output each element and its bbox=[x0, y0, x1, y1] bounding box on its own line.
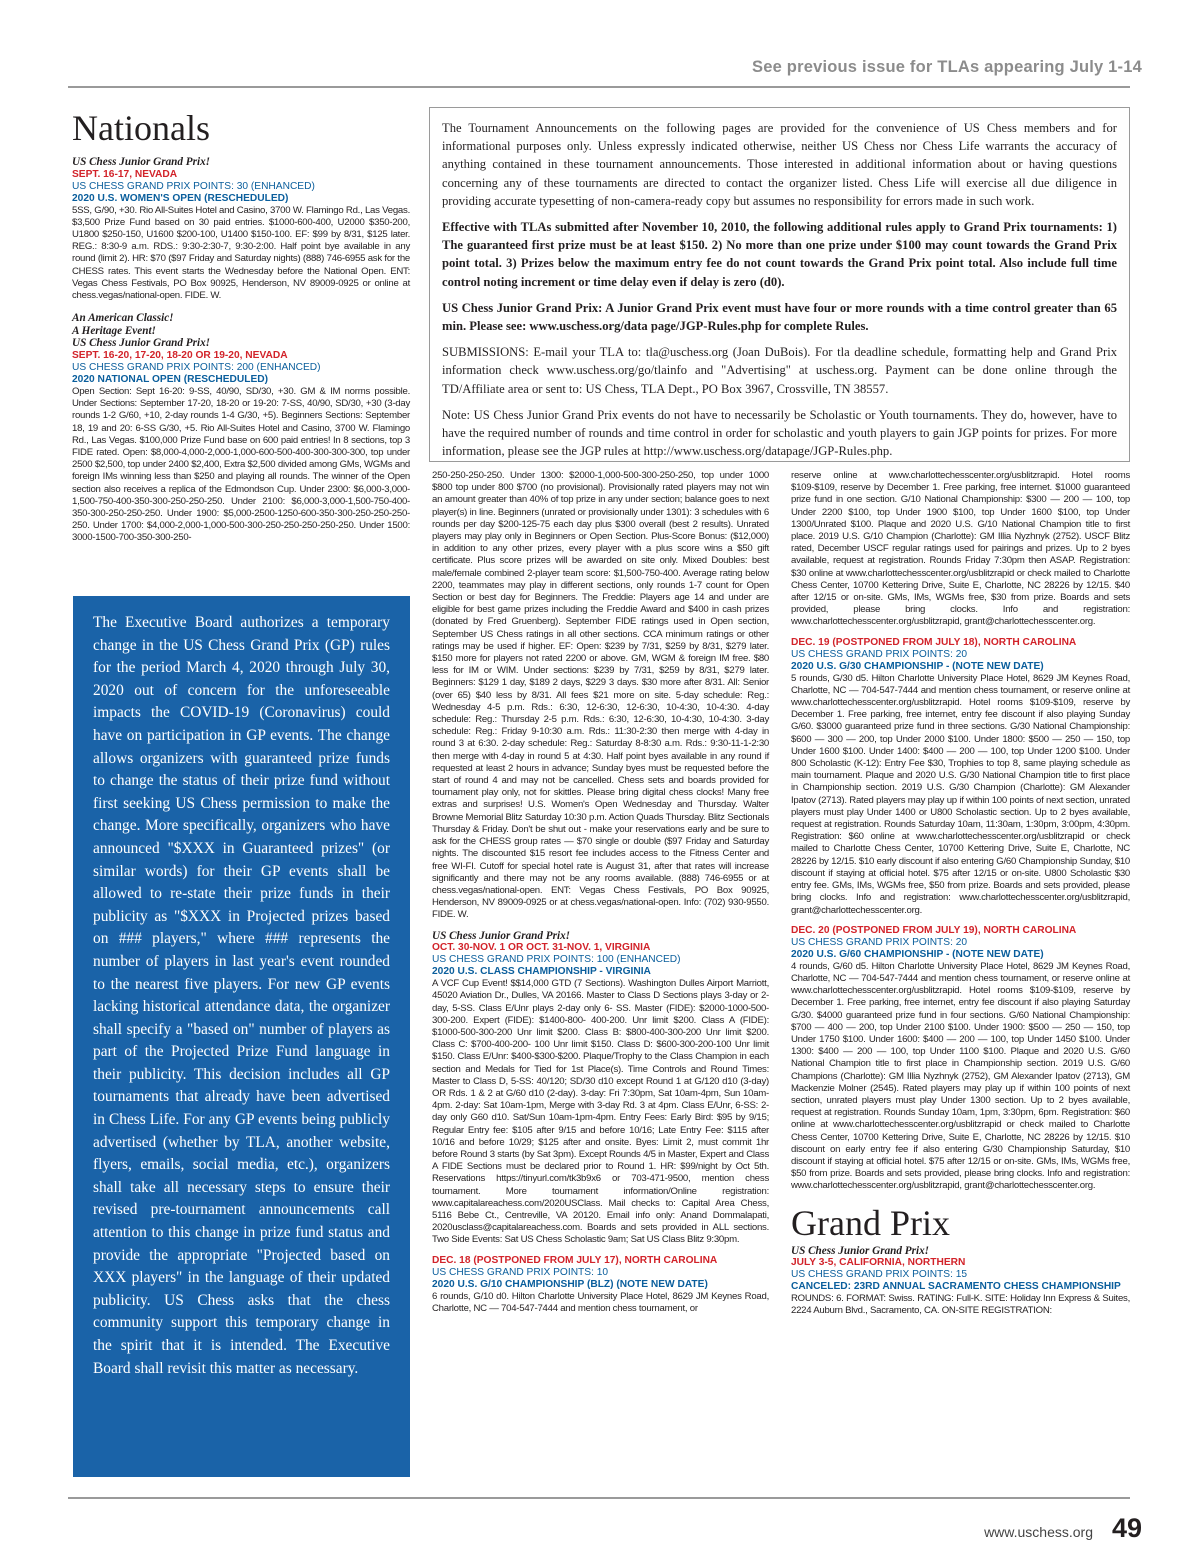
footer-rule bbox=[68, 1497, 1130, 1499]
event-date: SEPT. 16-17, NEVADA bbox=[72, 168, 178, 180]
event-tag: US Chess Junior Grand Prix! bbox=[72, 156, 211, 168]
event-name: 2020 U.S. G/60 CHAMPIONSHIP - (NOTE NEW DATE) bbox=[791, 948, 1044, 960]
grand-prix-title: Grand Prix bbox=[791, 1202, 950, 1243]
event-tag: US Chess Junior Grand Prix! bbox=[432, 929, 571, 942]
event-tag: US Chess Junior Grand Prix! bbox=[791, 1244, 930, 1257]
header-rule bbox=[68, 86, 1130, 88]
event-date: OCT. 30-NOV. 1 OR OCT. 31-NOV. 1, VIRGINIA bbox=[432, 942, 651, 954]
notice-jgp-rules: US Chess Junior Grand Prix: A Junior Grand Prix event must have four or more rounds with a time control greater than 65 min. Please see: www.uschess.org/data page/JGP-Rules.php for complete Rules. bbox=[442, 300, 1117, 334]
event-gp-points: US CHESS GRAND PRIX POINTS: 10 bbox=[432, 1266, 609, 1278]
event-national-open bbox=[72, 312, 410, 544]
event-body: A VCF Cup Event! $$14,000 GTD (7 Sections). Washington Dulles Airport Marriott, 45020 Aviation Dr., Dulles, VA 20166. Master to Class D Sections plays 3-day or 2-day, 5-SS. Class E/Unr plays 2-day only 6- SS. Master (FIDE): $2000-1000-500-300-200. Expert (FIDE): $1400-800- 400-200. Unr limit $200. Class A (FIDE): $1000-500-300-200 Unr limit $200. Class B: $800-400-300-200 Unr limit $200. Class C: $700-400-200- 100 Unr limit $150. Class D: $600-300-200-100 Unr limit $150. Class E/Unr: $400-$300-$200. Plaque/Trophy to the Class Champion in each section and Medals for Tied for 1st Place(s). Time Controls and Round Times: Master to Class D, 5-SS: 40/120; SD/30 d10 except Round 1 at G/120 d10 (3-day) OR Rds. 1 & 2 at G/60 d10 (2-day). 3-day: Fri 7:30pm, Sat 10am-4pm, Sun 10am-4pm. 2-day: Sat 10am-1pm, Merge with 3-day Rd. 3 at 4pm. Class E/Unr, 6-SS: 2-day only G60 d10. Sat/Sun 10am-1pm-4pm. Entry Fees: Early Bird: $95 by 9/15; Regular Entry fee: $105 after 9/15 and before 10/16; Late Entry Fee: $115 after 10/16 and before 10/29; $125 after and onsite. Byes: Limit 2, must commit 1hr before Round 3 starts (by Sat 3pm). Except Rounds 4/5 in Master, Expert and Class A FIDE Sections must be declared prior to Round 1. HR: $99/night by Oct 5th. Reservations https://tinyurl.com/tk3b9x6 or 703-471-9500, mention chess tournament. More tournament information/Online registration: www.capitalareachess.com/2020USClass. Mail checks to: Capital Area Chess, 5116 Bebe Ct., Centreville, VA 20120. Email info only: Anand Dommalapati, 2020usclass@capitalareachess.com. Boards and sets provided in ALL sections. Two Side Events: Sat US Chess Scholastic 9am; Sat US Class Blitz 9:30pm. bbox=[432, 978, 769, 1246]
event-date: DEC. 18 (POSTPONED FROM JULY 17), NORTH CAROLINA bbox=[432, 1254, 718, 1266]
event-tag: A Heritage Event! bbox=[72, 324, 156, 337]
event-gp-points: US CHESS GRAND PRIX POINTS: 20 bbox=[791, 648, 968, 660]
event-body: Open Section: Sept 16-20: 9-SS, 40/90, SD/30, +30. GM & IM norms possible. Under Sections: September 17-20, 18-20 or 19-20: 7-SS, 40/90, SD/30, +30 (3-day rounds 1-2 G/60, +10, 2-day rounds 1-4 G/30, +5). Beginners Sections: September 18, 19 and 20: 6-SS G/30, +5. Rio All-Suites Hotel and Casino, 3700 W. Flamingo Rd., Las Vegas. $100,000 Prize Fund base on 600 paid entries! In 8 sections, top 3 FIDE rated. Open: $8,000-4,000-2,000-1,000-600-500-400-300-300-300, top under 2500 $2,500, top under 2400 $2,400, Extra $2,500 divided among GMs, WGMs and foreign IMs winning less than $250 and playing all rounds. The winner of the Open section also receives a replica of the Edmondson Cup. Under 2300: $6,000-3,000-1,500-750-400-350-300-250-250-250. Under 2100: $6,000-3,000-1,500-750-400-350-300-250-250-250. Under 1900: $5,000-2500-1250-600-350-300-250-250-250-250. Under 1700: $4,000-2,000-1,000-500-300-250-250-250-250-250. Under 1500: 3000-1500-700-350-300-250- bbox=[72, 386, 410, 544]
event-name: 2020 U.S. CLASS CHAMPIONSHIP - VIRGINIA bbox=[432, 966, 651, 978]
page-number: 49 bbox=[1111, 1513, 1142, 1543]
column-b bbox=[432, 470, 769, 1315]
column-c bbox=[791, 470, 1130, 1318]
event-date: SEPT. 16-20, 17-20, 18-20 OR 19-20, NEVADA bbox=[72, 350, 288, 361]
event-name: 2020 U.S. G/30 CHAMPIONSHIP - (NOTE NEW DATE) bbox=[791, 660, 1044, 672]
event-name: 2020 U.S. WOMEN'S OPEN (RESCHEDULED) bbox=[72, 192, 289, 204]
event-body: 6 rounds, G/10 d0. Hilton Charlotte University Place Hotel, 8629 JM Keynes Road, Charlotte, NC — 704-547-7444 and mention chess tournament, or bbox=[432, 1290, 769, 1314]
event-tag: An American Classic! bbox=[72, 312, 174, 325]
executive-board-notice bbox=[73, 596, 410, 1477]
event-body: 5SS, G/90, +30. Rio All-Suites Hotel and Casino, 3700 W. Flamingo Rd., Las Vegas. $3,500 Prize Fund based on 30 paid entries. $1000-600-400, U2000 $350-200, U1800 $250-150, U1600 $200-100, U1400 $150-100. EF: $99 by 8/31, $125 later. REG.: 8:30-9 a.m. RDS.: 9:30-2:30-7, 9:30-2:00. Half point bye available in any round (limit 2). HR: $70 ($97 Friday and Saturday nights) (888) 746-6955 ask for the CHESS rates. This event starts the Wednesday before the National Open. ENT: Vegas Chess Festivals, PO Box 90925, Henderson, NV 89009-0925 or online at chess.vegas/national-open. FIDE. W. bbox=[72, 204, 410, 302]
event-body: 4 rounds, G/60 d5. Hilton Charlotte University Place Hotel, 8629 JM Keynes Road, Charlotte, NC — 704-547-7444 and mention chess tournament, or reserve online at www.charlottechesscenter.org/usblitzrapid. Hotel rooms $109-$109, reserve by December 1. Free parking, free internet, entry fee discount if also playing Saturday G/30. $4000 guaranteed prize fund in four sections. G/60 National Championship: $700 — 400 — 200, top Under 2100 $100. Under 1900: $500 — 250 — 150, top Under 1750 $100. Under 1600: $400 — 200 — 100, top Under 1450 $100. Under 1300: $400 — 200 — 100, top Under 1100 $100. Plaque and 2020 U.S. G/60 National Champion title to first place in Championship section. 2019 U.S. G/60 Champions (Charlotte): GM Illia Nyzhnyk (2752), GM Alexander Ipatov (2713), GM Mackenzie Molner (2545). Rated players may play up if within 100 points of next section, unrated players must play Under 1300 section. Up to 2 byes available, request at registration. Rounds Sunday 10am, 1pm, 3:30pm, 6pm. Registration: $60 online at www.charlottechesscenter.org/usblitzrapid or check mailed to Charlotte Chess Center, 10700 Kettering Drive, Suite E, Charlotte, NC 28226 by 12/15. $10 discount on early entry fee if also entering G/30 Championship Saturday, $10 discount if staying at official hotel. $75 after 12/15 or on-site. GMs, IMs, WGMs free, $50 from prize. Boards and sets provided, please bring clocks. Info and registration: www.charlottechesscenter.org/usblitzrapid, grant@charlottechesscenter.org. bbox=[791, 960, 1130, 1192]
notice-disclaimer: The Tournament Announcements on the following pages are provided for the convenience of US Chess members and for informational purposes only. Unless expressly indicated otherwise, neither US Chess nor Chess Life warrants the accuracy of anything contained in these tournament announcements. Those interested in additional information about or having questions concerning any of these tournaments are directed to contact the organizer listed. Chess Life will exercise all due diligence in providing accurate typesetting of non-camera-ready copy but assumes no responsibility for errors made in such work. bbox=[442, 121, 1117, 208]
event-body: ROUNDS: 6. FORMAT: Swiss. RATING: Full-K. SITE: Holiday Inn Express & Suites, 2224 Auburn Blvd., Sacramento, CA. ON-SITE REGISTRATION: bbox=[791, 1293, 1130, 1317]
event-date: DEC. 20 (POSTPONED FROM JULY 19), NORTH CAROLINA bbox=[791, 924, 1077, 936]
footer-url[interactable]: www.uschess.org bbox=[984, 1524, 1093, 1540]
event-g10-championship bbox=[432, 1255, 769, 1315]
event-date: JULY 3-5, CALIFORNIA, NORTHERN bbox=[791, 1257, 966, 1269]
event-tag: US Chess Junior Grand Prix! bbox=[72, 337, 211, 350]
event-gp-points: US CHESS GRAND PRIX POINTS: 15 bbox=[791, 1269, 968, 1281]
event-gp-points: US CHESS GRAND PRIX POINTS: 200 (ENHANCED) bbox=[72, 362, 321, 373]
nationals-title: Nationals bbox=[72, 108, 210, 148]
event-name: CANCELED: 23RD ANNUAL SACRAMENTO CHESS CHAMPIONSHIP bbox=[791, 1281, 1121, 1293]
notice-jgp-note: Note: US Chess Junior Grand Prix events do not have to necessarily be Scholastic or Youth tournaments. They do, however, have to have the required number of rounds and time control in order for scholastic and youth players to gain JGP points for prizes. For more information, please see the JGP rules at http://www.uschess.org/datapage/JGP-Rules.php. bbox=[442, 407, 1117, 459]
event-g60-championship bbox=[791, 925, 1130, 1193]
executive-board-text: The Executive Board authorizes a temporary change in the US Chess Grand Prix (GP) rules for the period March 4, 2020 through July 30, 2020 out of concern for the unforeseeable impacts the COVID-19 (Coronavirus) could have on participation in GP events. The change allows organizers with guaranteed prize funds to change the status of their prize fund without first seeking US Chess permission to make the change. More specifically, organizers who have announced "$XXX in Guaranteed prizes" (or similar words) for their GP events shall be allowed to re-state their prize funds in their publicity as "$XXX in Projected prizes based on ### players," where ### represents the number of players in last year's event rounded to the nearest five players. For new GP events lacking historical attendance data, the organizer shall specify a "based on" number of players as part of the Projected Prize Fund language in their publicity. This decision includes all GP tournaments that already have been advertised in Chess Life. For any GP events being publicly advertised (whether by TLA, another website, flyers, emails, social media, etc.), organizers shall take all necessary steps to ensure their revised pre-tournament announcements call attention to this change in prize fund status and provide the appropriate "Projected based on XXX players" in the language of their updated publicity. US Chess asks that the chess community support this temporary change in the spirit that it is intended. The Executive Board shall revisit this matter as necessary. bbox=[93, 614, 390, 1377]
event-gp-points: US CHESS GRAND PRIX POINTS: 20 bbox=[791, 936, 968, 948]
notice-submissions: SUBMISSIONS: E-mail your TLA to: tla@uschess.org (Joan DuBois). For tla deadline schedule, formatting help and Grand Prix information check www.uschess.org/go/tlainfo and "Advertising" at uschess.org. Payment can be done online through the TD/Affiliate area or sent to: US Chess, TLA Dept., PO Box 3967, Crossville, TN 38557. bbox=[442, 345, 1117, 396]
event-gp-points: US CHESS GRAND PRIX POINTS: 30 (ENHANCED) bbox=[72, 180, 315, 192]
event-womens-open bbox=[72, 156, 410, 302]
event-class-championship bbox=[432, 930, 769, 1247]
nationals-column bbox=[72, 108, 410, 545]
event-name: 2020 U.S. G/10 CHAMPIONSHIP (BLZ) (NOTE NEW DATE) bbox=[432, 1278, 708, 1290]
tla-notice-box bbox=[429, 107, 1130, 462]
notice-gp-rules: Effective with TLAs submitted after November 10, 2010, the following additional rules apply to Grand Prix tournaments: 1) The guaranteed first prize must be at least $150. 2) No more than one prize under $100 may count towards the Grand Prix point total. 3) Prizes below the maximum entry fee do not count towards the Grand Prix point total. Also include full time control noting increment or time delay even if delay is zero (d0). bbox=[442, 220, 1117, 289]
event-date: DEC. 19 (POSTPONED FROM JULY 18), NORTH CAROLINA bbox=[791, 636, 1077, 648]
event-gp-points: US CHESS GRAND PRIX POINTS: 100 (ENHANCED) bbox=[432, 954, 681, 966]
event-body: 5 rounds, G/30 d5. Hilton Charlotte University Place Hotel, 8629 JM Keynes Road, Charlotte, NC — 704-547-7444 and mention chess tournament, or reserve online at www.charlottechesscenter.org/usblitzrapid. Hotel rooms $109-$109, reserve by December 1. Free parking, free internet, entry fee discount if also playing Sunday G/60. $3000 guaranteed prize fund in three sections. G/30 National Championship: $600 — 300 — 200, top Under 2000 $100. Under 1800: $500 — 250 — 150, top Under 1600 $100. Under 1400: $400 — 200 — 100, top Under 1200 $100. Under 800 Scholastic (K-12): Entry Fee $30, Trophies to top 8, same playing schedule as main tournament. Plaque and 2020 U.S. G/30 National Champion title to first place in Championship section. 2019 U.S. G/30 Champion (Charlotte): GM Alexander Ipatov (2713). Rated players may play up if within 100 points of next section, unrated players must play Under 1400 or U800 Scholastic section. Up to 2 byes available, request at registration. Rounds Saturday 10am, 11:30am, 1:30pm, 3:00pm, 4:30pm. Registration: $60 online at www.charlottechesscenter.org/usblitzrapid or check mailed to Charlotte Chess Center, 10700 Kettering Drive, Suite E, Charlotte, NC 28226 by 12/15. $10 early discount if also entering G/60 Championship Sunday, $10 discount if staying at official hotel. $75 after 12/15 or on-site. U800 Scholastic $30 entry fee. GMs, IMs, WGMs free, $50 from prize. Boards and sets provided, please bring clocks. Info and registration: www.charlottechesscenter.org/usblitzrapid, grant@charlottechesscenter.org. bbox=[791, 672, 1130, 916]
previous-issue-note: See previous issue for TLAs appearing July 1-14 bbox=[752, 58, 1142, 76]
event-name: 2020 NATIONAL OPEN (RESCHEDULED) bbox=[72, 374, 269, 385]
event-sacramento-championship bbox=[791, 1245, 1130, 1318]
national-open-continuation: 250-250-250-250. Under 1300: $2000-1,000-500-300-250-250, top under 1000 $800 top under 800 $700 (no provisional). Provisionally rated players may not win an amount greater than 40% of top prize in any under section; balance goes to next player(s) in line. Beginners (unrated or provisionally under 1301): 3 schedules with 6 rounds per day $200-125-75 each day plus $300 overall (best 2 results). Unrated players may play only in Beginners or Open Section. Plus-Score Bonus: ($12,000) in addition to any other prizes, every player with a plus score wins a $50 gift certificate. Plus score prizes will be awarded on site only. Mixed Doubles: best male/female combined 2-player team score: $1,500-750-400. Average rating below 2200, teammates may play in different sections, only rounds 1-7 count for Open Section or best day for Beginners. The Freddie: Players age 14 and under are eligible for best game prizes including the Freddie Award and $400 in cash prizes (donated by Fred Gruenberg). September FIDE ratings used in Open section, September US Chess ratings in all other sections. CCA minimum ratings or other ratings may be used if higher. EF: Open: $239 by 7/31, $259 by 8/31, $279 later. $150 more for players not rated 2200 or above. GM, WGM & foreign IM free. $80 less for IM or WIM. Under sections: $239 by 7/31, $259 by 8/31, $279 later. Beginners: $129 1 day, $189 2 days, $229 3 days. $30 more after 8/31. All: Senior (over 65) $40 less by 8/31. All fees $21 more on site. 5-day schedule: Reg.: Wednesday 4-5 p.m. Rds.: 6:30, 12-6:30, 12-6:30, 10-4:30, 10-4:30. 4-day schedule: Reg.: Thursday 2-5 p.m. Rds.: 6:30, 12-6:30, 10-4:30, 10-4:30. 3-day schedule: Reg.: Friday 9-10:30 a.m. Rds.: 11:30-2:30 then merge with 4-day in round 3 at 6:30. 2-day schedule: Reg.: Saturday 8-8:30 a.m. Rds.: 9:30-11-1-2:30 then merge with 4-day in round 5 at 4:30. Half point byes available in any round if requested at least 2 hours in advance; Sunday byes must be requested before the start of round 4 and may not be cancelled. Chess sets and boards provided for tournament play only, not for skittles. Please bring digital chess clocks! Many free extras and surprises! U.S. Women's Open Wednesday and Thursday. Walter Browne Memorial Blitz Saturday 10:30 p.m. Action Quads Thursday. Blitz Sectionals Thursday & Friday. Don't be shut out - make your reservations early and be sure to ask for the CHESS group rates — $70 single or double ($97 Friday and Saturday nights. The discounted $15 resort fee includes access to the Fitness Center and free WI-FI. Cutoff for special hotel rate is August 31, after that rates will increase significantly and there may not be any rooms available. (888) 746-6955 or at chess.vegas/national-open. ENT: Vegas Chess Festivals, PO Box 90925, Henderson, NV 89009-0925 or at chess.vegas/national-open. Info: (702) 930-9550. FIDE. W. bbox=[432, 470, 769, 921]
event-g30-championship bbox=[791, 637, 1130, 917]
g10-continuation: reserve online at www.charlottechesscenter.org/usblitzrapid. Hotel rooms $109-$109, reserve by December 1. Free parking, free internet. $1000 guaranteed prize fund in one section. G/10 National Championship: $300 — 200 — 100, top Under 2200 $100, top Under 1900 $100, top Under 1600 $100, top Under 1300/Unrated $100. Plaque and 2020 U.S. G/10 National Champion title to first place. 2019 U.S. G/10 Champion (Charlotte): GM Illia Nyzhnyk (2752). USCF Blitz rated, December USCF regular ratings used for pairings and prizes. Up to 2 byes available, request at registration. Rounds Friday 7:30pm then ASAP. Registration: $30 online at www.charlottechesscenter.org/usblitzrapid or check mailed to Charlotte Chess Center, 10700 Kettering Drive, Suite E, Charlotte, NC 28226 by 12/15. $40 after 12/15 or on-site. GMs, IMs, WGMs free, $30 from prize. Boards and sets provided, please bring clocks. Info and registration: www.charlottechesscenter.org/usblitzrapid, grant@charlottechesscenter.org. bbox=[791, 470, 1130, 628]
